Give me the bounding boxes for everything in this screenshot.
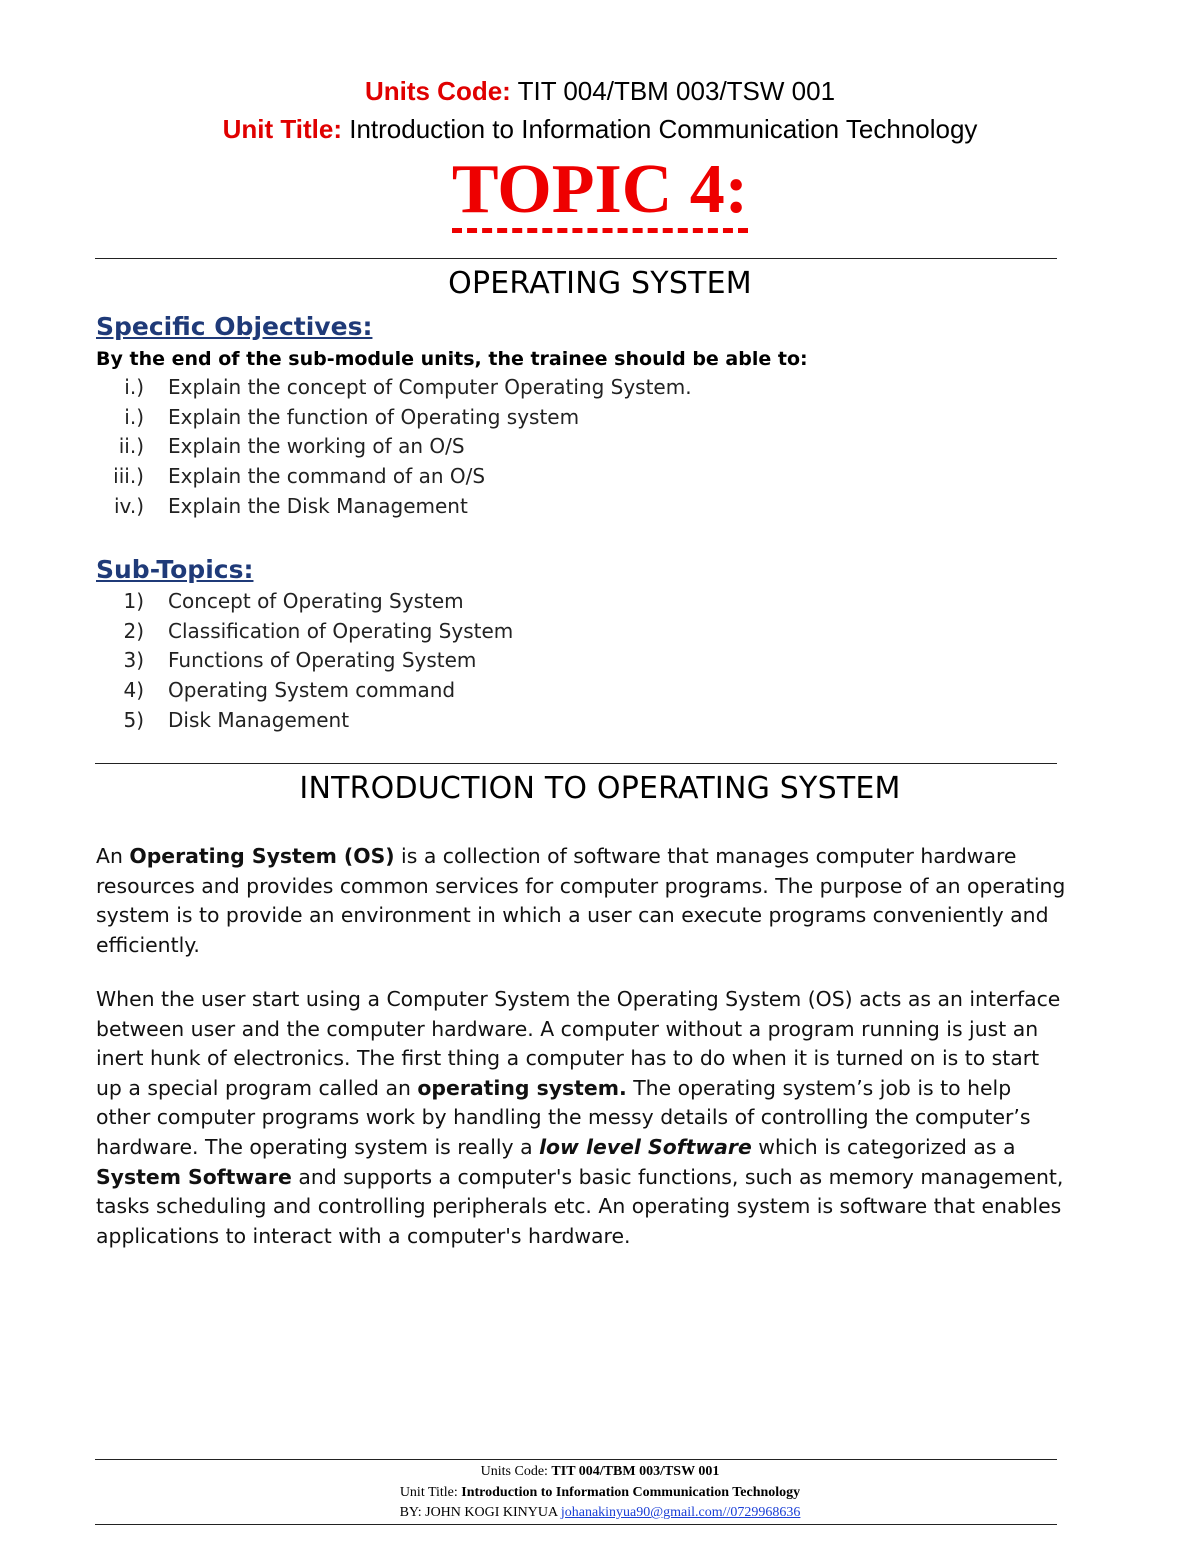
para-text: An bbox=[96, 844, 130, 868]
list-item bbox=[74, 373, 692, 403]
objectives-list bbox=[74, 373, 692, 521]
item-text: Disk Management bbox=[168, 707, 350, 732]
topic-text: TOPIC 4: bbox=[452, 151, 748, 233]
list-item bbox=[74, 462, 692, 492]
footer-author-name: BY: JOHN KOGI KINYUA bbox=[399, 1505, 561, 1520]
item-number: ii.) bbox=[118, 434, 144, 459]
units-code-label: Units Code: bbox=[364, 76, 511, 106]
subtopics-list bbox=[74, 587, 513, 735]
list-item bbox=[74, 676, 513, 706]
item-number: 3) bbox=[123, 648, 144, 673]
item-text: Classification of Operating System bbox=[168, 618, 514, 643]
objectives-heading: Specific Objectives: bbox=[96, 312, 373, 341]
para-text: which is categorized as a bbox=[751, 1134, 1016, 1159]
item-text: Explain the concept of Computer Operating System. bbox=[168, 375, 692, 399]
item-number: 2) bbox=[123, 618, 144, 643]
section-title-operating-system: OPERATING SYSTEM bbox=[448, 266, 752, 301]
list-item bbox=[74, 646, 513, 676]
section-title-introduction: INTRODUCTION TO OPERATING SYSTEM bbox=[299, 771, 901, 806]
paragraph-os-definition bbox=[96, 842, 1066, 960]
item-text: Concept of Operating System bbox=[168, 589, 464, 613]
footer-unit-title-label: Unit Title: bbox=[399, 1485, 462, 1500]
item-number: i.) bbox=[124, 404, 144, 429]
list-item bbox=[74, 492, 692, 522]
divider-footer-top bbox=[95, 1459, 1057, 1460]
footer-author bbox=[0, 1505, 1200, 1521]
list-item bbox=[74, 617, 513, 647]
para-text: The operating system’s job is to help other computer programs work by handling the messy details of controlling the computer’s hardware. The operating system is really a bbox=[96, 1075, 1031, 1159]
list-item bbox=[74, 587, 513, 617]
subtopics-heading: Sub-Topics: bbox=[96, 555, 254, 584]
para-text: and supports a computer's basic functions, such as memory management, tasks scheduling and controlling peripherals etc. An operating system is software that enables applications to interact with a computer's hardware. bbox=[96, 1164, 1064, 1248]
para-text: When the user start using a Computer System the Operating System (OS) acts as an interface between user and the computer hardware. A computer without a program running is just an inert hunk of electronics. The first thing a computer has to do when it is turned on is to start up a special program called an bbox=[96, 987, 1061, 1100]
item-text: Functions of Operating System bbox=[168, 648, 477, 673]
footer-units-code bbox=[0, 1464, 1200, 1480]
item-number: iii.) bbox=[113, 464, 144, 489]
item-number: 1) bbox=[123, 589, 144, 613]
item-number: i.) bbox=[124, 375, 144, 399]
para-bold-italic-term: low level Software bbox=[539, 1134, 752, 1159]
list-item bbox=[74, 403, 692, 433]
objectives-lead: By the end of the sub-module units, the trainee should be able to: bbox=[96, 348, 808, 370]
footer-unit-title bbox=[0, 1485, 1200, 1501]
list-item bbox=[74, 706, 513, 736]
item-text: Explain the Disk Management bbox=[168, 493, 468, 518]
unit-title-label: Unit Title: bbox=[222, 114, 342, 144]
item-number: 5) bbox=[123, 707, 144, 732]
para-bold-term: Operating System (OS) bbox=[129, 844, 395, 868]
item-text: Explain the working of an O/S bbox=[168, 434, 465, 459]
header-units-code bbox=[0, 76, 1200, 107]
para-text: is a collection of software that manages computer hardware resources and provides common services for computer programs. The purpose of an operating system is to provide an environment in which a user can execute programs conveniently and efficiently. bbox=[96, 844, 1066, 957]
item-text: Explain the command of an O/S bbox=[168, 464, 486, 489]
para-bold-term: operating system. bbox=[417, 1075, 627, 1100]
list-item bbox=[74, 432, 692, 462]
footer-units-code-label: Units Code: bbox=[480, 1464, 552, 1479]
item-text: Operating System command bbox=[168, 678, 456, 703]
item-number: iv.) bbox=[114, 493, 144, 518]
header-unit-title bbox=[0, 114, 1200, 145]
para-bold-term: System Software bbox=[96, 1164, 292, 1189]
divider-footer-bottom bbox=[95, 1524, 1057, 1525]
divider-middle bbox=[95, 763, 1057, 764]
topic-title bbox=[0, 150, 1200, 230]
footer-units-code-value: TIT 004/TBM 003/TSW 001 bbox=[551, 1464, 720, 1479]
item-text: Explain the function of Operating system bbox=[168, 404, 580, 429]
divider-top bbox=[95, 258, 1057, 259]
item-number: 4) bbox=[123, 678, 144, 703]
unit-title-value: Introduction to Information Communication Technology bbox=[349, 114, 978, 144]
units-code-value: TIT 004/TBM 003/TSW 001 bbox=[517, 76, 836, 106]
footer-unit-title-value: Introduction to Information Communication Technology bbox=[461, 1485, 801, 1500]
footer-email-link[interactable]: johanakinyua90@gmail.com//0729968636 bbox=[560, 1505, 801, 1520]
paragraph-os-role bbox=[96, 985, 1066, 1251]
